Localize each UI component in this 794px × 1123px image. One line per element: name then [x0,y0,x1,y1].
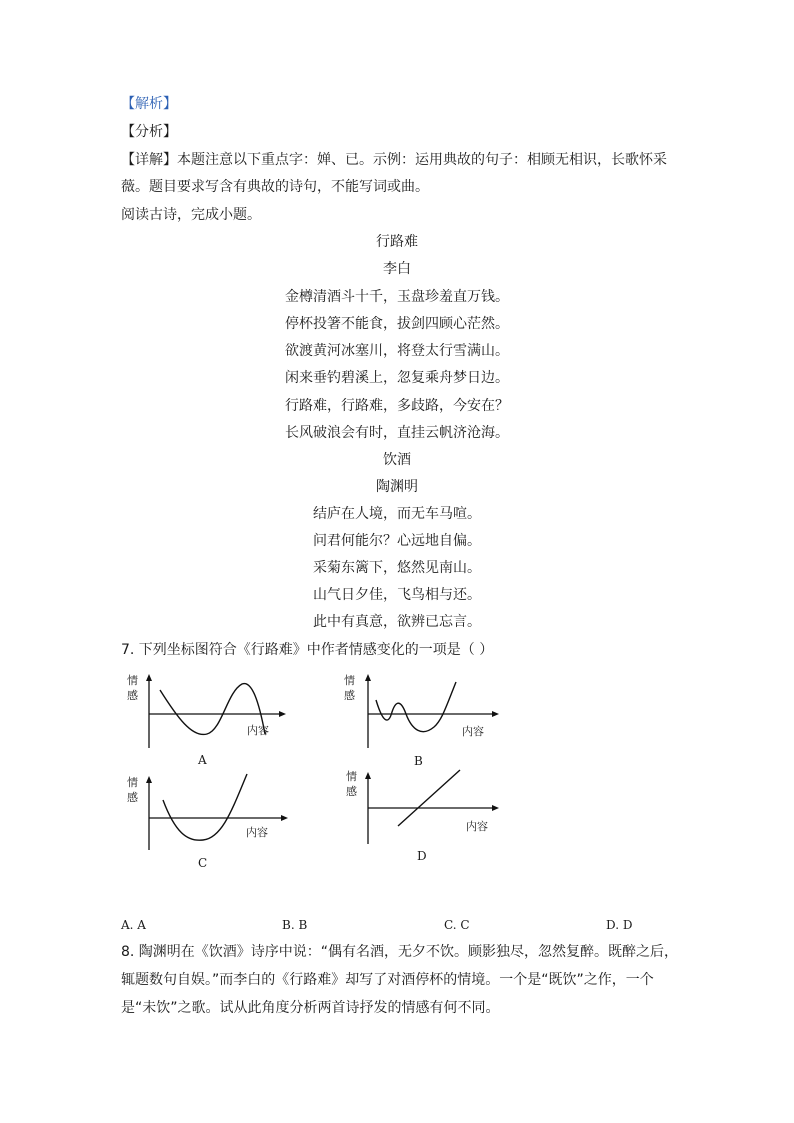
graph-c-letter: C [198,856,208,870]
graph-c-y-label-2: 感 [127,791,138,804]
analysis-subheading: 【分析】 [121,124,177,140]
graph-d-line [398,770,460,826]
graph-b-x-arrow [492,711,499,717]
analysis-heading: 【解析】 [121,96,177,112]
graph-c-x-label: 内容 [246,826,268,839]
poem1-line: 闲来垂钓碧溪上，忽复乘舟梦日边。 [285,370,509,386]
detail-line-2: 薇。题目要求写含有典故的诗句，不能写词或曲。 [121,179,429,195]
poem1-title: 行路难 [376,234,418,250]
graph-c-y-label-1: 情 [127,776,138,789]
graph-b-y-label-2: 感 [344,689,355,702]
poem2-line: 山气日夕佳，飞鸟相与还。 [313,587,481,603]
poem2-line: 采菊东篱下，悠然见南山。 [313,560,481,576]
graph-b-y-label-1: 情 [344,674,355,687]
graph-a-x-arrow [279,711,286,717]
graph-a-y-arrow [146,674,152,681]
detail-line-1: 【详解】本题注意以下重点字：婵、已。示例：运用典故的句子：相顾无相识，长歌怀采 [121,152,667,168]
graph-d-y-label-2: 感 [346,785,357,798]
question-7: 7. 下列坐标图符合《行路难》中作者情感变化的一项是（ ） [121,642,494,658]
poem1-line: 长风破浪会有时，直挂云帆济沧海。 [285,425,509,441]
poem2-line: 问君何能尔？心远地自偏。 [313,533,481,549]
option-b[interactable]: B. B [282,918,308,932]
question-8-line-3: 是“未饮”之歌。试从此角度分析两首诗抒发的情感有何不同。 [121,1000,500,1016]
option-a[interactable]: A. A [121,918,146,932]
poem2-line: 此中有真意，欲辨已忘言。 [313,614,481,630]
graph-d-x-arrow [492,805,499,811]
graph-b-x-label: 内容 [462,725,484,738]
option-c[interactable]: C. C [444,918,470,932]
graph-a-y-label-2: 感 [127,689,138,702]
option-d[interactable]: D. D [606,918,633,932]
poem1-line: 停杯投箸不能食，拔剑四顾心茫然。 [285,316,509,332]
poem1-line: 金樽清酒斗十千，玉盘珍羞直万钱。 [285,289,509,305]
graph-d-y-arrow [365,772,371,779]
poem2-title: 饮酒 [383,452,411,468]
poem2-line: 结庐在人境，而无车马喧。 [313,506,481,522]
graph-b-y-arrow [365,674,371,681]
reading-instruction: 阅读古诗，完成小题。 [121,207,261,223]
graph-b-letter: B [414,754,423,768]
question-8-line-2: 辄题数句自娱。”而李白的《行路难》却写了对酒停杯的情境。一个是“既饮”之作，一个 [121,972,654,988]
poem1-line: 欲渡黄河冰塞川，将登太行雪满山。 [285,343,509,359]
poem2-author: 陶渊明 [376,479,418,495]
graph-c-curve [163,774,247,840]
graph-d-y-label-1: 情 [346,770,357,783]
poem1-author: 李白 [383,261,411,277]
graph-a-y-label-1: 情 [127,674,138,687]
graph-a-x-label: 内容 [247,724,269,737]
graph-d-letter: D [417,849,427,863]
poem1-line: 行路难，行路难，多歧路，今安在？ [285,398,509,414]
graph-d-x-label: 内容 [466,820,488,833]
graph-a-letter: A [198,753,207,767]
graph-b-curve [376,682,456,732]
graph-c-x-arrow [281,815,288,821]
question-8-line-1: 8. 陶渊明在《饮酒》诗序中说：“偶有名酒，无夕不饮。顾影独尽，忽然复醉。既醉之后， [121,944,679,960]
graph-c-y-arrow [146,776,152,783]
